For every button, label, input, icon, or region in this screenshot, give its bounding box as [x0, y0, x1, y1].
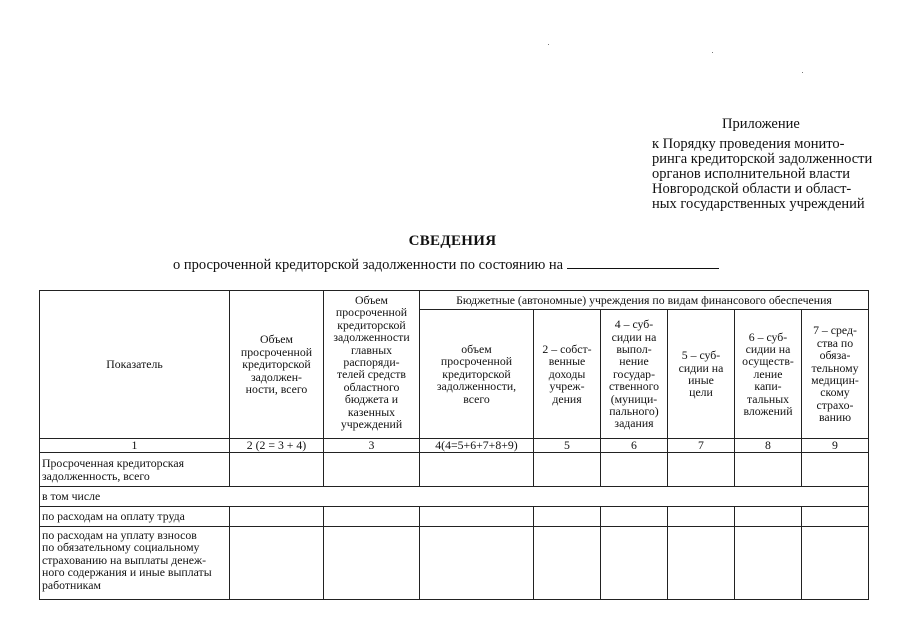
- column-number: 9: [802, 439, 869, 453]
- text-line: тальных: [746, 391, 790, 406]
- text-line: задолженности: [333, 330, 410, 345]
- text-line: главных: [350, 342, 393, 357]
- table-cell: [735, 527, 802, 600]
- text-line: осуществ-: [742, 354, 794, 369]
- text-line: задания: [614, 416, 654, 431]
- text-line: ванию: [818, 410, 852, 425]
- table-cell: [324, 453, 420, 487]
- table-cell: [601, 507, 668, 527]
- column-number: 1: [40, 439, 230, 453]
- text-line: просроченной: [240, 344, 313, 359]
- column-number: 6: [601, 439, 668, 453]
- table-cell: [668, 507, 735, 527]
- text-line: задолжен-: [250, 369, 302, 384]
- text-line: Объем: [354, 293, 389, 307]
- table-cell: [324, 527, 420, 600]
- text-line: обяза-: [819, 348, 851, 363]
- text-line: выпол-: [616, 341, 652, 356]
- table-cell: [668, 453, 735, 487]
- text-line: 4 – суб-: [614, 317, 654, 332]
- date-blank-line: [567, 254, 719, 269]
- column-number: 3: [324, 439, 420, 453]
- header-capital-investment: [735, 310, 802, 439]
- header-institutions-group: Бюджетные (автономные) учреждения по видам финансового обеспечения: [420, 291, 869, 310]
- text-line: телей средств: [337, 367, 406, 382]
- text-line: по расходам на уплату взносов: [42, 528, 197, 542]
- table-cell: [420, 527, 534, 600]
- text-line: ление: [753, 366, 783, 381]
- text-line: пального): [609, 404, 659, 419]
- text-line: медицин-: [811, 373, 859, 387]
- text-line: сидии на: [745, 341, 791, 356]
- text-line: областного: [343, 379, 400, 394]
- text-line: страхо-: [816, 397, 854, 412]
- table-cell: [420, 453, 534, 487]
- text-line: скому: [820, 385, 850, 400]
- header-total-overdue: [230, 291, 324, 439]
- text-line: страхованию на выплаты денеж-: [42, 552, 207, 567]
- text-line: сидии на: [611, 329, 657, 344]
- text-line: ственного: [608, 379, 660, 394]
- table-cell: [230, 453, 324, 487]
- text-line: задолженность, всего: [42, 468, 150, 483]
- appendix-reference: [652, 137, 887, 212]
- appendix-line: органов исполнительной власти: [652, 166, 851, 182]
- table-cell: [230, 527, 324, 600]
- text-line: 2 – собст-: [542, 341, 592, 356]
- scan-speck: [802, 72, 803, 73]
- scan-speck: [712, 52, 713, 53]
- text-line: сидии на: [678, 360, 724, 375]
- column-number: 7: [668, 439, 735, 453]
- header-medical-insurance: [802, 310, 869, 439]
- table-cell: [802, 453, 869, 487]
- table-cell: [601, 453, 668, 487]
- text-line: 5 – суб-: [681, 348, 721, 363]
- text-line: (муници-: [610, 391, 658, 406]
- column-number: 5: [534, 439, 601, 453]
- table-cell: [534, 453, 601, 487]
- text-line: ства по: [816, 335, 854, 350]
- text-line: объем: [461, 341, 492, 356]
- text-line: учреждений: [340, 417, 403, 432]
- scan-speck: [548, 44, 549, 45]
- header-indicator: [40, 291, 230, 439]
- text-line: казенных: [347, 404, 396, 419]
- table-cell: [601, 527, 668, 600]
- document-title: СВЕДЕНИЯ: [408, 233, 497, 249]
- row-label-overdue-total: [40, 453, 230, 487]
- row-label-social-insurance: [40, 527, 230, 600]
- text-line: государ-: [612, 366, 656, 381]
- column-number: 8: [735, 439, 802, 453]
- row-label-labor: по расходам на оплату труда: [40, 507, 230, 527]
- text-line: всего: [463, 391, 490, 406]
- header-own-income: [534, 310, 601, 439]
- text-line: просроченной: [440, 354, 513, 369]
- text-line: по обязательному социальному: [42, 540, 200, 555]
- table-cell: [534, 507, 601, 527]
- text-line: иные: [688, 373, 714, 387]
- document-subtitle: [173, 254, 719, 274]
- header-subsidy-task: [601, 310, 668, 439]
- table-cell: [534, 527, 601, 600]
- appendix-line: Новгородской области и област-: [652, 181, 852, 197]
- text-line: доходы: [548, 366, 586, 381]
- table-cell: [230, 507, 324, 527]
- text-line: бюджета и: [344, 392, 399, 407]
- table-cell: [735, 453, 802, 487]
- text-line: Показатель: [106, 357, 163, 372]
- text-line: цели: [689, 385, 713, 400]
- row-label-including: в том числе: [40, 487, 869, 507]
- table-cell: [735, 507, 802, 527]
- table-cell: [420, 507, 534, 527]
- text-line: капи-: [754, 379, 782, 394]
- appendix-title: Приложение: [722, 116, 800, 132]
- text-line: просроченной: [335, 305, 408, 320]
- appendix-line: ринга кредиторской задолженности: [652, 151, 873, 167]
- text-line: 6 – суб-: [748, 329, 788, 344]
- header-other-purposes: [668, 310, 735, 439]
- text-line: кредиторской: [442, 366, 511, 381]
- text-line: работникам: [42, 577, 101, 592]
- header-main-managers: [324, 291, 420, 439]
- column-number: 4(4=5+6+7+8+9): [420, 439, 534, 453]
- subtitle-text: о просроченной кредиторской задолженности по состоянию на: [173, 257, 564, 273]
- appendix-line: ных государственных учреждений: [652, 196, 865, 212]
- text-line: ности, всего: [245, 382, 308, 397]
- table-cell: [668, 527, 735, 600]
- text-line: кредиторской: [337, 317, 406, 332]
- table-cell: [324, 507, 420, 527]
- overdue-debt-table: [39, 290, 869, 600]
- table-cell: [802, 507, 869, 527]
- text-line: Просроченная кредиторская: [42, 456, 185, 471]
- text-line: дения: [552, 391, 582, 406]
- appendix-line: к Порядку проведения монито-: [652, 136, 845, 152]
- text-line: распоряди-: [343, 355, 400, 370]
- text-line: вложений: [743, 404, 793, 419]
- text-line: тельному: [811, 360, 859, 375]
- text-line: ного содержания и иные выплаты: [42, 565, 212, 580]
- header-institutions-total: [420, 310, 534, 439]
- text-line: кредиторской: [242, 357, 311, 372]
- text-line: нение: [619, 354, 649, 369]
- text-line: задолженности,: [436, 379, 517, 394]
- table-cell: [802, 527, 869, 600]
- text-line: 7 – сред-: [813, 323, 857, 338]
- column-number: 2 (2 = 3 + 4): [230, 439, 324, 453]
- text-line: венные: [548, 354, 586, 369]
- text-line: учреж-: [549, 379, 585, 394]
- text-line: Объем: [259, 332, 294, 347]
